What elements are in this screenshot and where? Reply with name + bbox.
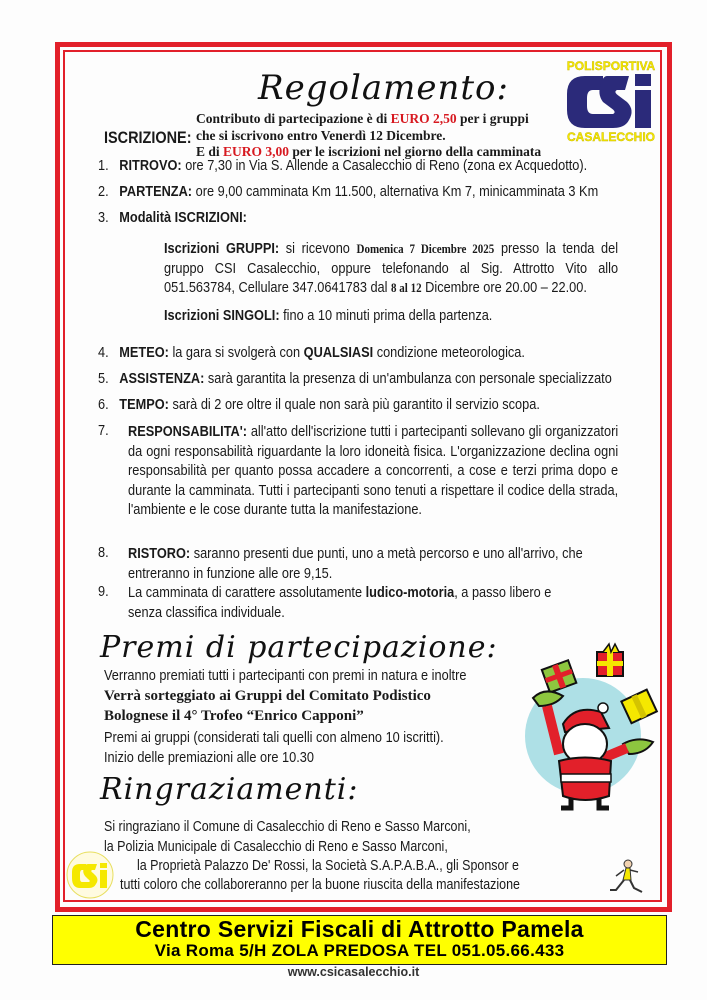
rule-text: ore 7,30 in Via S. Allende a Casalecchio di Reno (zona ex Acquedotto). bbox=[181, 158, 588, 174]
rule-number: 4. bbox=[98, 345, 109, 361]
logo-i-dot bbox=[635, 74, 651, 86]
rule-text: la gara si svolgerà con bbox=[168, 345, 304, 361]
logo-c-shape bbox=[567, 76, 603, 128]
group-price: EURO 2,50 bbox=[390, 111, 457, 126]
rule-text: , a passo libero e senza classifica individuale. bbox=[128, 585, 552, 621]
fee-text: per le iscrizioni nel giorno della camminata bbox=[289, 144, 542, 159]
runner-icon bbox=[606, 858, 646, 896]
rule-label: TEMPO: bbox=[119, 397, 169, 413]
csi-small-logo-icon bbox=[64, 850, 116, 900]
rule-number: 3. bbox=[98, 210, 109, 226]
day-price: EURO 3,00 bbox=[223, 144, 290, 159]
gruppi-text: si ricevono bbox=[279, 241, 357, 257]
csi-small-logo bbox=[64, 850, 116, 900]
regolamento-title: Regolamento: bbox=[258, 68, 509, 108]
logo-top-text: POLISPORTIVA bbox=[566, 59, 656, 73]
rule-emphasis: QUALSIASI bbox=[303, 345, 374, 361]
rule-ristoro bbox=[128, 545, 588, 584]
gruppi-text: Dicembre ore 20.00 – 22.00. bbox=[421, 280, 587, 296]
runner-illustration bbox=[606, 858, 646, 896]
rule-label: ASSISTENZA: bbox=[119, 371, 205, 387]
sponsor-name: Centro Servizi Fiscali di Attrotto Pamela bbox=[135, 916, 584, 942]
premi-line-1: Verranno premiati tutti i partecipanti con premi in natura e inoltre bbox=[104, 668, 467, 684]
premi-title: Premi di partecipazione: bbox=[100, 630, 498, 665]
rule-9-number: 9. bbox=[98, 584, 109, 600]
santa-illustration bbox=[505, 636, 665, 811]
ringraziamenti-title: Ringraziamenti: bbox=[100, 772, 359, 807]
logo-s-shape bbox=[599, 76, 632, 128]
gruppi-date: Domenica 7 Dicembre 2025 bbox=[356, 242, 495, 256]
santa-belt bbox=[561, 774, 611, 782]
iscrizioni-gruppi bbox=[164, 240, 618, 299]
sponsor-banner bbox=[52, 915, 667, 965]
rule-ritrovo bbox=[98, 158, 587, 174]
rule-meteo bbox=[98, 345, 525, 361]
rule-number: 5. bbox=[98, 371, 109, 387]
fee-line-1 bbox=[196, 111, 529, 127]
csi-logo-graphic bbox=[555, 58, 667, 142]
premi-bold-1: Verrà sorteggiato ai Gruppi del Comitato Podistico bbox=[104, 688, 431, 704]
rule-label: RESPONSABILITA': bbox=[128, 424, 248, 440]
premi-line-3: Inizio delle premiazioni alle ore 10.30 bbox=[104, 750, 314, 766]
rule-text: all'atto dell'iscrizione tutti i partecipanti sollevano gli organizzatori da ogni responsabilità riguardante la loro idoneità fisica. L'organizzazione declina ogni responsabilità per quanto possa accadere a concorrenti, a cose e terzi prima dopo e durante la camminata. Tutti i partecipanti sono tenuti a rispettare il codice della strada, l'ambiente e le cose durante tutta la manifestazione. bbox=[128, 424, 619, 518]
rule-tempo bbox=[98, 397, 540, 413]
singoli-text: fino a 10 minuti prima della partenza. bbox=[279, 308, 493, 324]
thanks-line-3: la Proprietà Palazzo De' Rossi, la Società S.A.P.A.B.A., gli Sponsor e bbox=[137, 858, 519, 874]
sponsor-address: Via Roma 5/H ZOLA PREDOSA TEL 051.05.66.433 bbox=[154, 941, 565, 960]
rule-camminata bbox=[128, 584, 588, 623]
santa-juggling-icon bbox=[505, 636, 665, 811]
gruppi-label: Iscrizioni GRUPPI: bbox=[164, 241, 280, 257]
rule-text: sarà di 2 ore oltre il quale non sarà più garantito il servizio scopa. bbox=[168, 397, 540, 413]
logo-i-stem bbox=[635, 90, 651, 128]
rule-label: RISTORO: bbox=[128, 546, 191, 562]
fee-text: Contributo di partecipazione è di bbox=[196, 111, 391, 126]
santa-hat-pompom bbox=[598, 703, 608, 713]
singoli-label: Iscrizioni SINGOLI: bbox=[164, 308, 280, 324]
rule-responsabilita bbox=[128, 423, 618, 521]
iscrizioni-singoli bbox=[164, 307, 618, 327]
premi-bold-2: Bolognese il 4° Trofeo “Enrico Capponi” bbox=[104, 708, 364, 724]
iscrizione-label: ISCRIZIONE: bbox=[104, 128, 192, 147]
rule-label: METEO: bbox=[119, 345, 169, 361]
gift-red bbox=[597, 644, 623, 676]
fee-line-2: che si iscrivono entro Venerdì 12 Dicembre. bbox=[196, 128, 446, 143]
rule-label: PARTENZA: bbox=[119, 184, 193, 200]
rule-modalita bbox=[98, 210, 247, 226]
rule-assistenza bbox=[98, 371, 612, 387]
rule-label: RITROVO: bbox=[119, 158, 182, 174]
rule-partenza bbox=[98, 184, 598, 200]
rule-emphasis: ludico-motoria bbox=[365, 585, 455, 601]
rule-text: saranno presenti due punti, uno a metà percorso e uno all'arrivo, che entreranno in funzione alle ore 9,15. bbox=[128, 546, 583, 582]
thanks-line-2: la Polizia Municipale di Casalecchio di Reno e Sasso Marconi, bbox=[104, 839, 448, 855]
rule-text: La camminata di carattere assolutamente bbox=[128, 585, 366, 601]
logo-bottom-text: CASALECCHIO bbox=[566, 130, 656, 142]
csi-logo bbox=[555, 58, 667, 142]
rule-7-number: 7. bbox=[98, 423, 109, 439]
premi-line-2: Premi ai gruppi (considerati tali quelli con almeno 10 iscritti). bbox=[104, 730, 444, 746]
fee-text: E di bbox=[196, 144, 224, 159]
rule-8-number: 8. bbox=[98, 545, 109, 561]
rule-text: ore 9,00 camminata Km 11.500, alternativa Km 7, minicamminata 3 Km bbox=[192, 184, 599, 200]
rule-number: 6. bbox=[98, 397, 109, 413]
gruppi-text: presso la tenda del gruppo CSI Casalecchio, oppure telefonando al Sig. Attrotto Vito allo 051.563784, Cellulare 347.0641783 dal bbox=[164, 241, 619, 296]
thanks-line-1: Si ringraziano il Comune di Casalecchio di Reno e Sasso Marconi, bbox=[104, 819, 471, 835]
rule-number: 2. bbox=[98, 184, 109, 200]
website-link[interactable]: www.csicasalecchio.it bbox=[287, 965, 420, 979]
gruppi-range: 8 al 12 bbox=[391, 281, 422, 295]
rule-label: Modalità ISCRIZIONI: bbox=[119, 210, 247, 226]
rule-text: condizione meteorologica. bbox=[373, 345, 525, 361]
rule-number: 1. bbox=[98, 158, 109, 174]
rule-text: sarà garantita la presenza di un'ambulanza con personale specializzato bbox=[204, 371, 612, 387]
fee-text: per i gruppi bbox=[456, 111, 529, 126]
thanks-line-4: tutti coloro che collaboreranno per la buone riuscita della manifestazione bbox=[120, 877, 520, 893]
